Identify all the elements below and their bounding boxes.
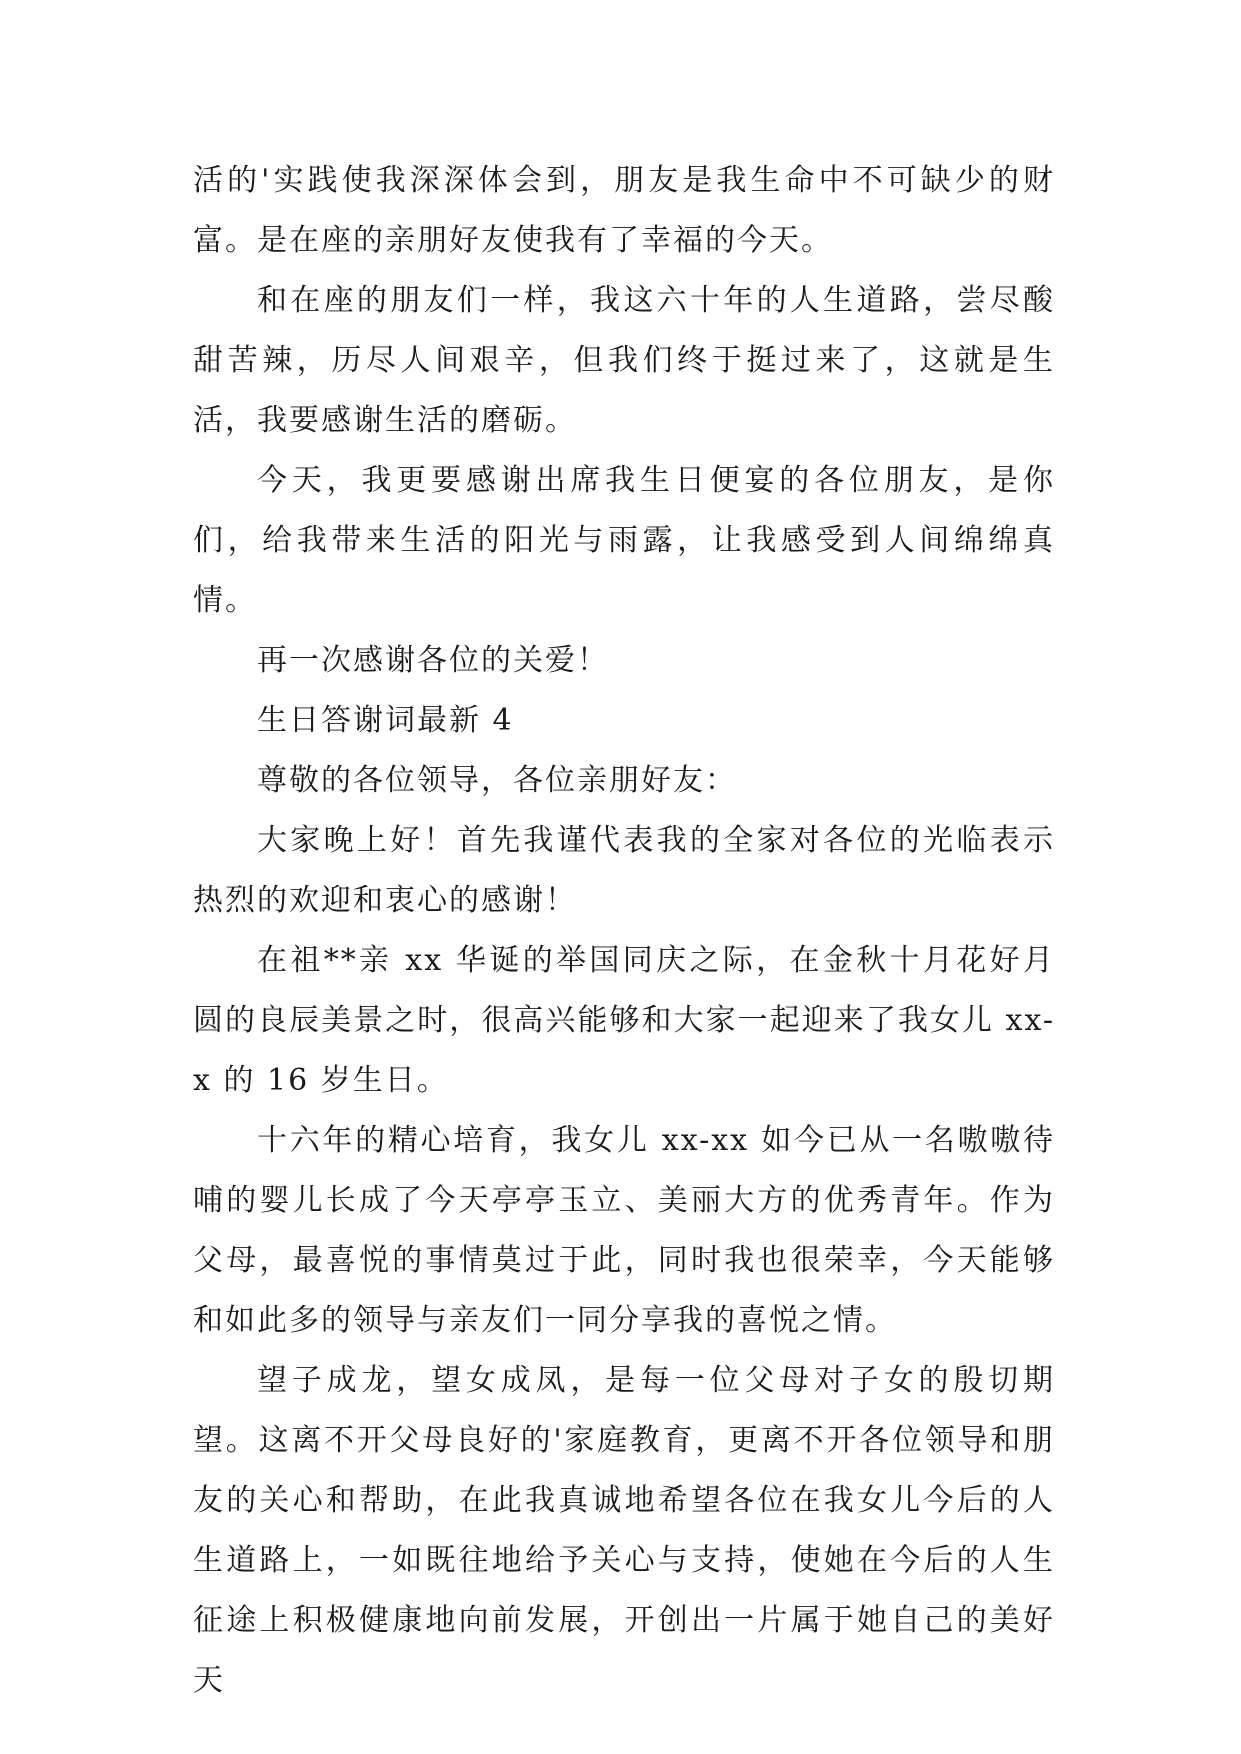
paragraph-3: 今天，我更要感谢出席我生日便宴的各位朋友，是你们，给我带来生活的阳光与雨露，让我感受到人间绵绵真情。 [193,463,1055,618]
paragraph-9: 十六年的精心培育，我女儿 xx-xx 如今已从一名嗷嗷待哺的婴儿长成了今天亭亭玉立、美丽大方的优秀青年。作为父母，最喜悦的事情莫过于此，同时我也很荣幸，今天能够和如此多的领导与亲友们一同分享我的喜悦之情。 [193,1123,1055,1338]
section-heading: 生日答谢词最新 4 [257,703,514,738]
document-body [193,151,1055,1711]
paragraph-1: 活的'实践使我深深体会到，朋友是我生命中不可缺少的财富。是在座的亲朋好友使我有了幸福的今天。 [193,163,1055,258]
paragraph-4: 再一次感谢各位的关爱！ [257,643,609,678]
paragraph-7: 大家晚上好！首先我谨代表我的全家对各位的光临表示热烈的欢迎和衷心的感谢！ [193,823,1055,918]
paragraph-2: 和在座的朋友们一样，我这六十年的人生道路，尝尽酸甜苦辣，历尽人间艰辛，但我们终于挺过来了，这就是生活，我要感谢生活的磨砺。 [193,283,1055,438]
paragraph-10: 望子成龙，望女成凤，是每一位父母对子女的殷切期望。这离不开父母良好的'家庭教育，更离不开各位领导和朋友的关心和帮助，在此我真诚地希望各位在我女儿今后的人生道路上，一如既往地给予关心与支持，使她在今后的人生征途上积极健康地向前发展，开创出一片属于她自己的美好天 [193,1363,1055,1698]
paragraph-8: 在祖**亲 xx 华诞的举国同庆之际，在金秋十月花好月圆的良辰美景之时，很高兴能够和大家一起迎来了我女儿 xx-x 的 16 岁生日。 [193,943,1055,1098]
salutation: 尊敬的各位领导，各位亲朋好友： [257,763,737,798]
